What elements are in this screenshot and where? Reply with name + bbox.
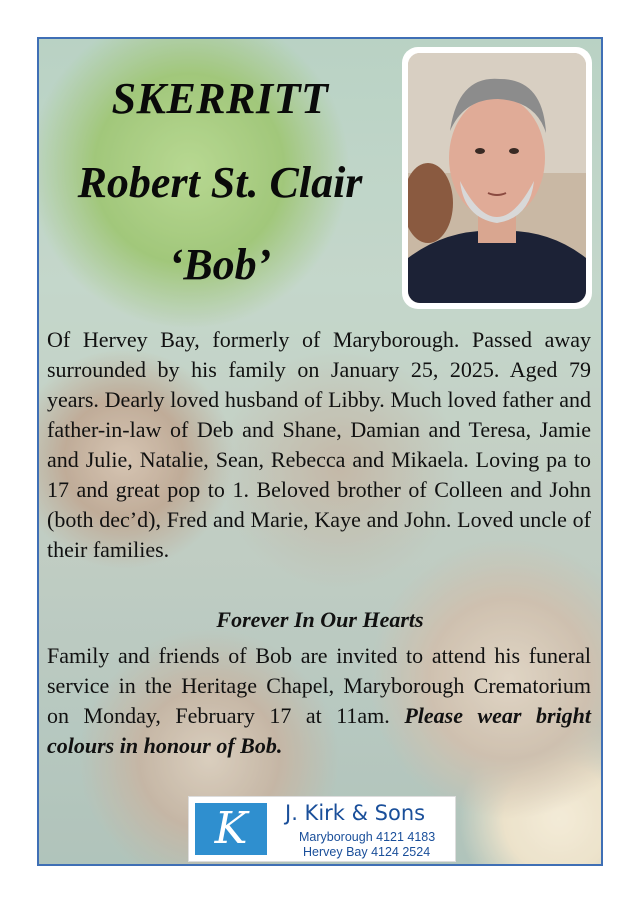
funeral-details-paragraph (47, 641, 591, 761)
funeral-notice (37, 37, 603, 866)
tagline: Forever In Our Hearts (216, 607, 424, 632)
funeral-details-text: Family and friends of Bob are invited to attend his funeral service in the Heritage Chapel, Maryborough Crematorium on Monday, February 17 at 11am. (47, 643, 591, 728)
dress-request: Please wear bright colours in honour of Bob. (47, 703, 591, 758)
portrait-photo-icon (408, 53, 586, 303)
obituary-paragraph: Of Hervey Bay, formerly of Maryborough. Passed away surrounded by his family on January 25, 2025. Aged 79 years. Dearly loved husband of Libby. Much loved father and father-in-law of Deb and Shane, Damian and Teresa, Jamie and Julie, Natalie, Sean, Rebecca and Mikaela. Loving pa to 17 and great pop to 1. Beloved brother of Colleen and John (both dec’d), Fred and Marie, Kaye and John. Loved uncle of their families. (47, 327, 591, 562)
nickname-heading: ‘Bob’ (168, 240, 272, 289)
funeral-director-logo (188, 796, 456, 862)
logo-phone-maryborough: Maryborough 4121 4183 (299, 830, 436, 844)
logo-mark: K (195, 803, 267, 855)
logo-company-name: J. Kirk & Sons (285, 801, 426, 825)
given-name-heading: Robert St. Clair (77, 158, 363, 207)
surname-heading: SKERRITT (111, 74, 329, 123)
logo-phone-hervey-bay: Hervey Bay 4124 2524 (303, 845, 431, 859)
portrait-photo (402, 47, 592, 309)
